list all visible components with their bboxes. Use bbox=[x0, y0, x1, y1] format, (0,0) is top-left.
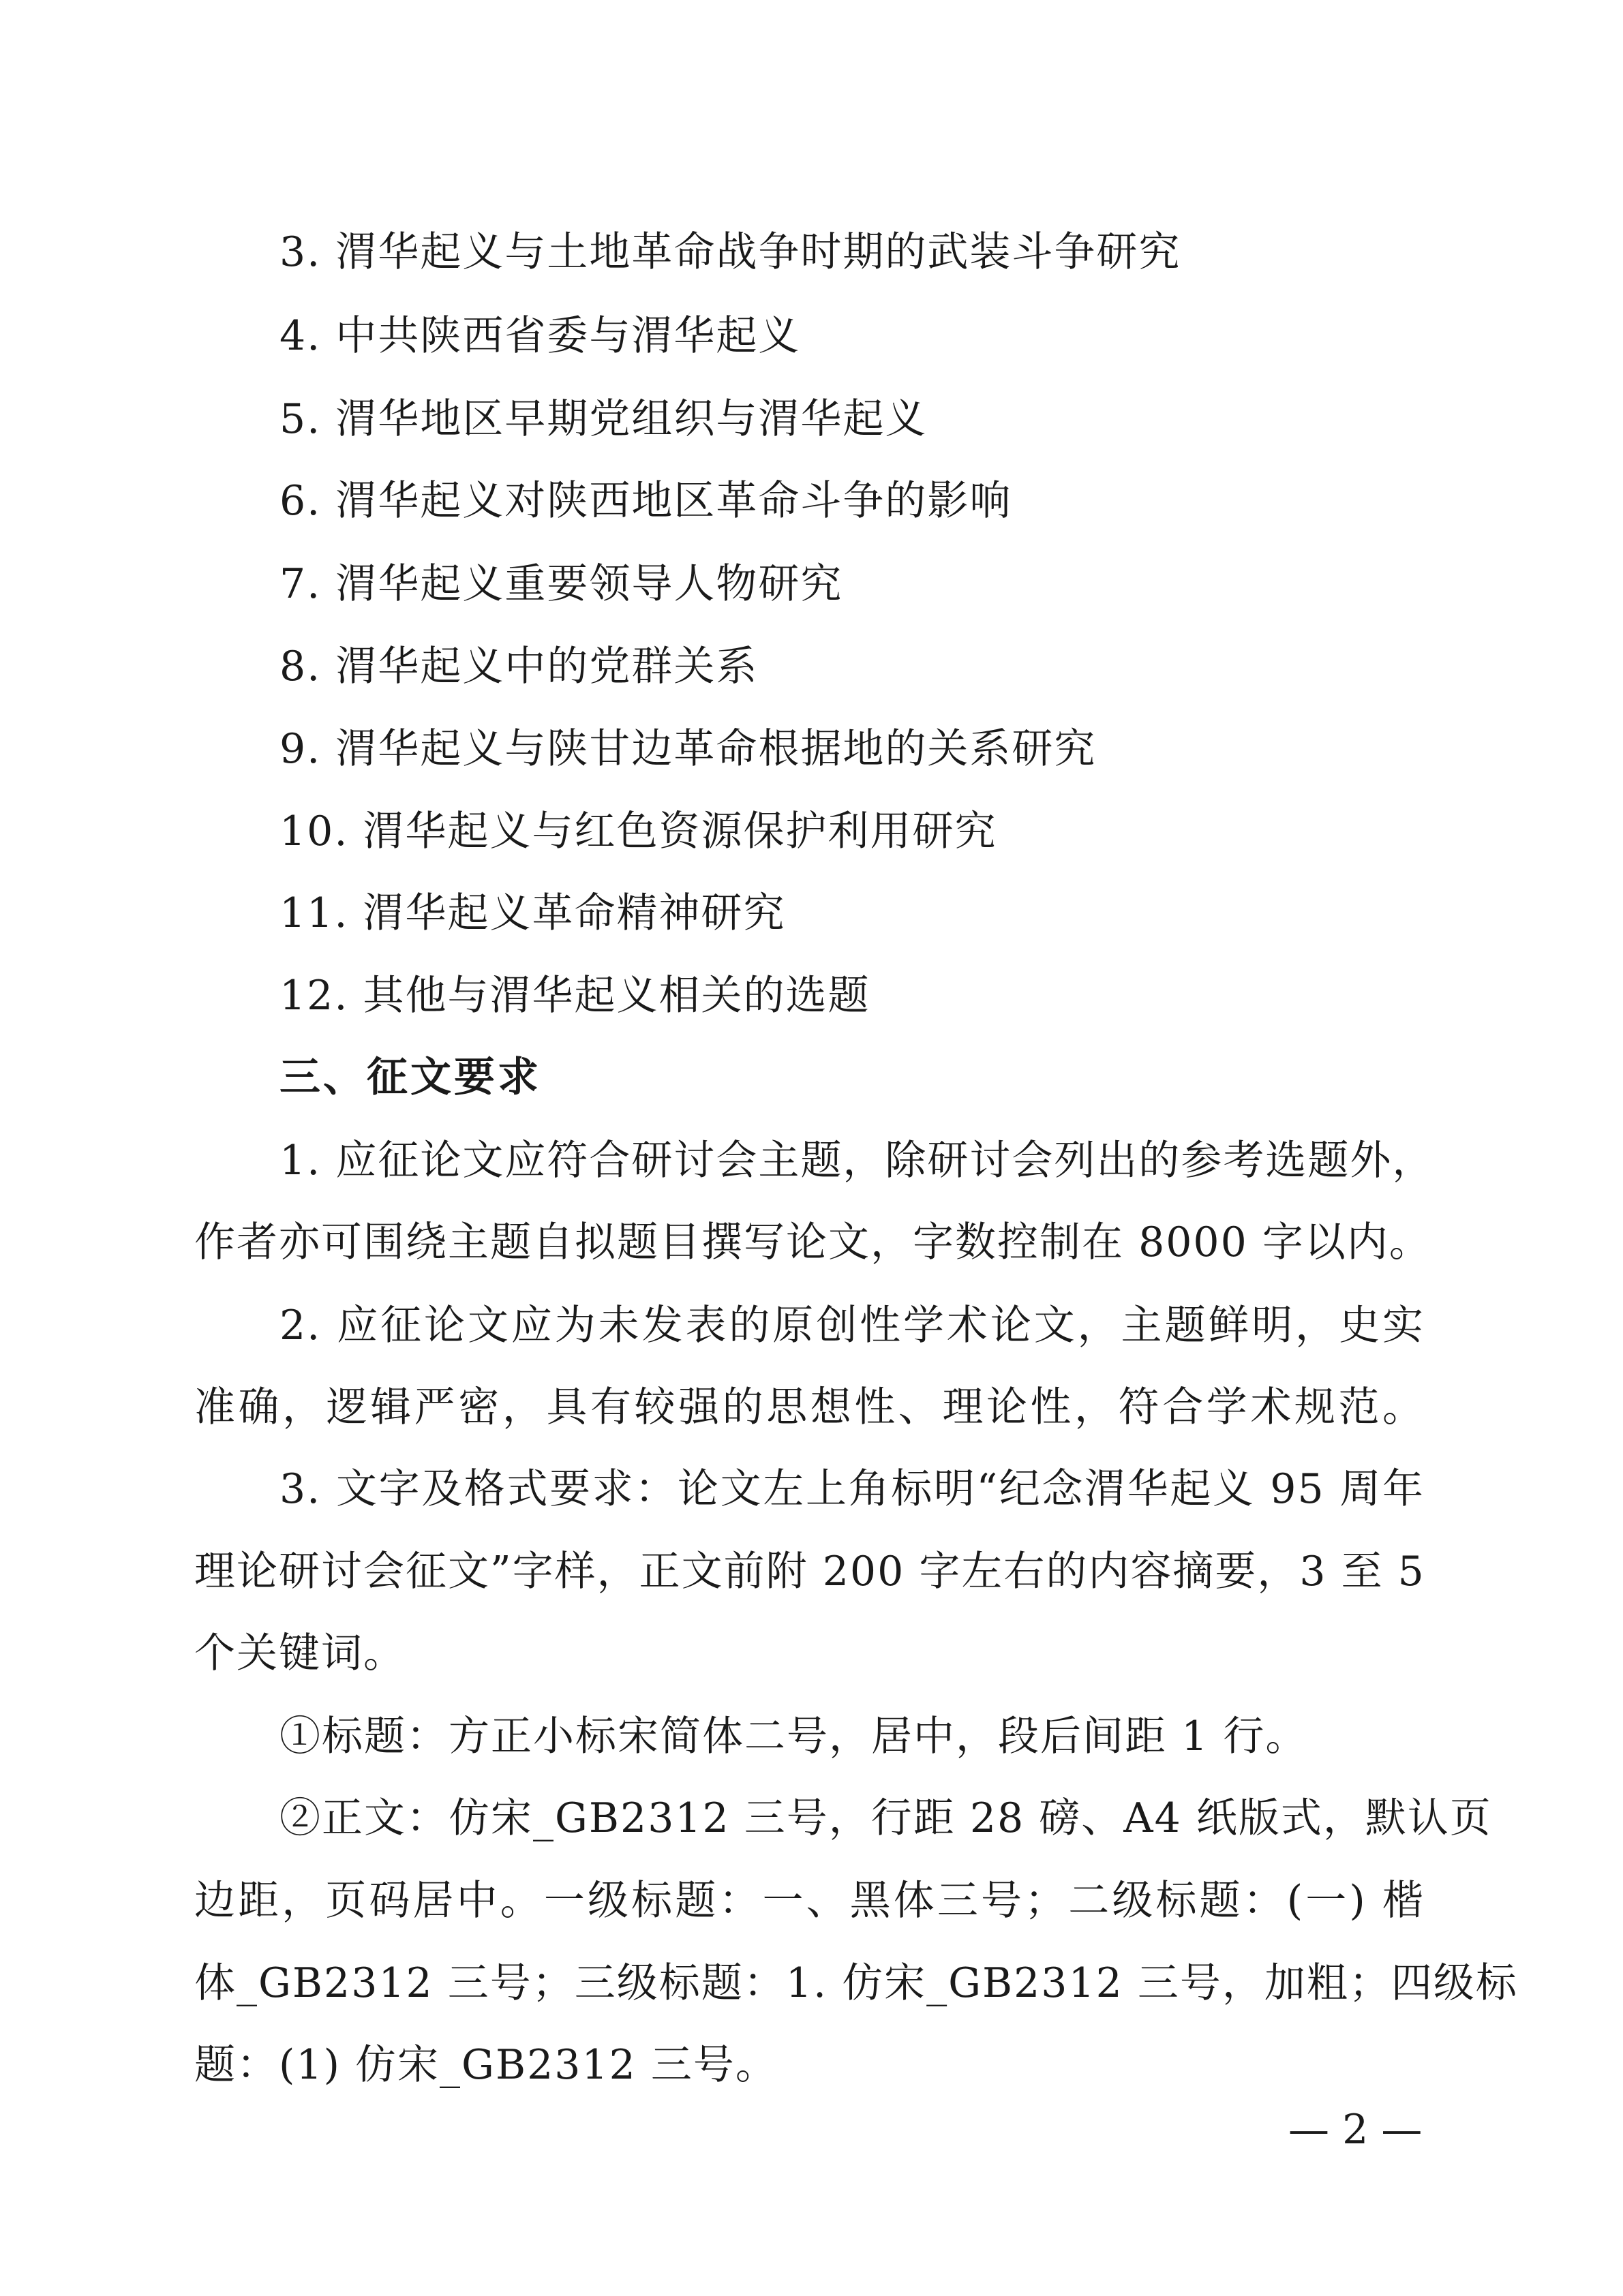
format-body-line-1: ②正文：仿宋_GB2312 三号，行距 28 磅、A4 纸版式，默认页 bbox=[279, 1794, 1492, 1842]
topic-item-4: 4. 中共陕西省委与渭华起义 bbox=[279, 312, 801, 360]
req1-line-1: 1. 应征论文应符合研讨会主题，除研讨会列出的参考选题外， bbox=[279, 1137, 1435, 1184]
format-title-line: ①标题：方正小标宋简体二号，居中，段后间距 1 行。 bbox=[279, 1713, 1308, 1760]
topic-item-3: 3. 渭华起义与土地革命战争时期的武装斗争研究 bbox=[279, 228, 1181, 276]
topic-item-12: 12. 其他与渭华起义相关的选题 bbox=[279, 972, 870, 1020]
topic-item-7: 7. 渭华起义重要领导人物研究 bbox=[279, 560, 843, 608]
format-body-line-4: 题：(1) 仿宋_GB2312 三号。 bbox=[194, 2041, 778, 2089]
page-number: — 2 — bbox=[1288, 2106, 1423, 2154]
topic-item-9: 9. 渭华起义与陕甘边革命根据地的关系研究 bbox=[279, 725, 1097, 773]
topic-item-10: 10. 渭华起义与红色资源保护利用研究 bbox=[279, 808, 997, 855]
topic-item-6: 6. 渭华起义对陕西地区革命斗争的影响 bbox=[279, 477, 1012, 525]
req3-line-2: 理论研讨会征文”字样，正文前附 200 字左右的内容摘要，3 至 5 bbox=[194, 1548, 1425, 1595]
section-heading-requirements: 三、征文要求 bbox=[279, 1054, 541, 1101]
format-body-line-2: 边距，页码居中。一级标题：一、黑体三号；二级标题：(一) 楷 bbox=[194, 1877, 1425, 1925]
req3-line-1: 3. 文字及格式要求：论文左上角标明“纪念渭华起义 95 周年 bbox=[279, 1465, 1425, 1513]
topic-item-11: 11. 渭华起义革命精神研究 bbox=[279, 889, 786, 937]
req1-line-2: 作者亦可围绕主题自拟题目撰写论文，字数控制在 8000 字以内。 bbox=[194, 1219, 1431, 1266]
format-body-line-3: 体_GB2312 三号；三级标题：1. 仿宋_GB2312 三号，加粗；四级标 bbox=[194, 1959, 1518, 2007]
topic-item-8: 8. 渭华起义中的党群关系 bbox=[279, 643, 759, 690]
req2-line-1: 2. 应征论文应为未发表的原创性学术论文，主题鲜明，史实 bbox=[279, 1302, 1425, 1349]
topic-item-5: 5. 渭华地区早期党组织与渭华起义 bbox=[279, 395, 928, 443]
req2-line-2: 准确，逻辑严密，具有较强的思想性、理论性，符合学术规范。 bbox=[194, 1383, 1425, 1431]
req3-line-3: 个关键词。 bbox=[194, 1629, 406, 1677]
